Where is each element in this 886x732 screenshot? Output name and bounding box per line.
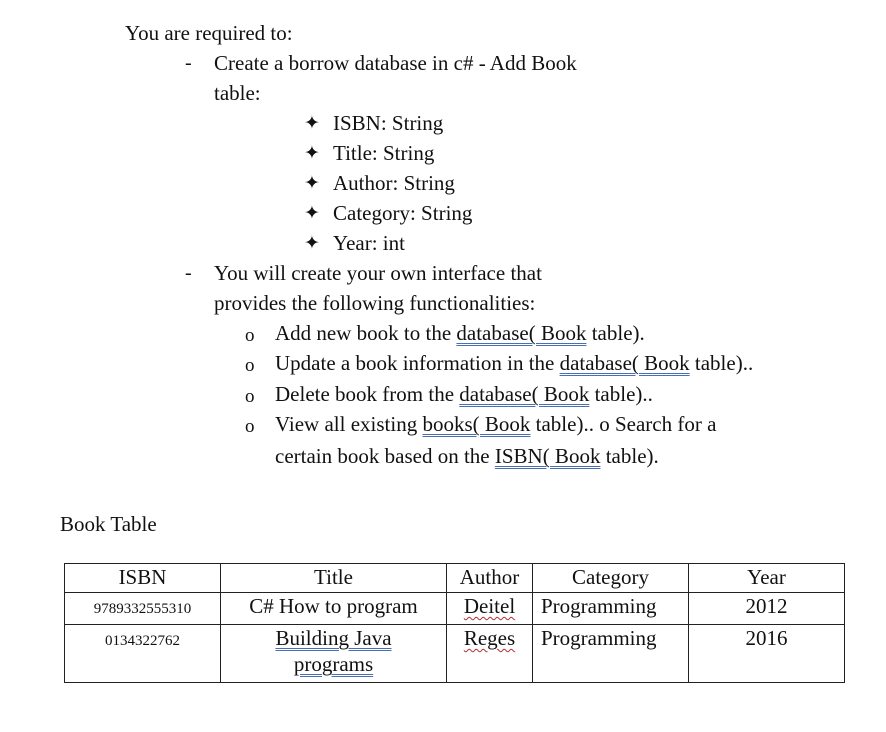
- field-item: Category: String: [333, 201, 473, 225]
- star-bullet-icon: ✦: [304, 113, 320, 134]
- cell-category: Programming: [533, 593, 689, 625]
- header-author: Author: [447, 564, 533, 593]
- task1-line1: Create a borrow database in c# - Add Book: [214, 51, 577, 75]
- header-isbn: ISBN: [65, 564, 221, 593]
- star-bullet-icon: ✦: [304, 173, 320, 194]
- function-item-continued: certain book based on the ISBN( Book table).: [275, 444, 659, 468]
- cell-year: 2016: [689, 625, 845, 683]
- cell-title: C# How to program: [221, 593, 447, 625]
- circle-bullet-icon: o: [245, 355, 255, 376]
- table-row: [65, 593, 845, 625]
- cell-year: 2012: [689, 593, 845, 625]
- task1-line2: table:: [214, 81, 261, 105]
- header-year: Year: [689, 564, 845, 593]
- task2-line2: provides the following functionalities:: [214, 291, 536, 315]
- field-item: ISBN: String: [333, 111, 444, 135]
- function-item: Delete book from the database( Book table)..: [275, 382, 653, 406]
- field-item: Title: String: [333, 141, 435, 165]
- cell-isbn: 0134322762: [65, 625, 221, 683]
- table-row: [65, 625, 845, 683]
- intro-text: You are required to:: [125, 21, 293, 45]
- function-item: Add new book to the database( Book table).: [275, 321, 645, 345]
- function-item: View all existing books( Book table).. o Search for a: [275, 412, 717, 436]
- cell-author: Reges: [447, 625, 533, 683]
- table-title: Book Table: [60, 512, 157, 536]
- field-item: Year: int: [333, 231, 405, 255]
- header-title: Title: [221, 564, 447, 593]
- book-table: [64, 563, 845, 683]
- cell-isbn: 9789332555310: [65, 593, 221, 625]
- dash-bullet: -: [185, 262, 192, 284]
- field-item: Author: String: [333, 171, 455, 195]
- dash-bullet: -: [185, 52, 192, 74]
- circle-bullet-icon: o: [245, 386, 255, 407]
- star-bullet-icon: ✦: [304, 233, 320, 254]
- star-bullet-icon: ✦: [304, 143, 320, 164]
- cell-title: Building Java programs: [221, 625, 447, 683]
- cell-category: Programming: [533, 625, 689, 683]
- circle-bullet-icon: o: [245, 416, 255, 437]
- star-bullet-icon: ✦: [304, 203, 320, 224]
- cell-author: Deitel: [447, 593, 533, 625]
- table-header-row: [65, 564, 845, 593]
- task2-line1: You will create your own interface that: [214, 261, 542, 285]
- function-item: Update a book information in the database( Book table)..: [275, 351, 754, 375]
- header-category: Category: [533, 564, 689, 593]
- circle-bullet-icon: o: [245, 325, 255, 346]
